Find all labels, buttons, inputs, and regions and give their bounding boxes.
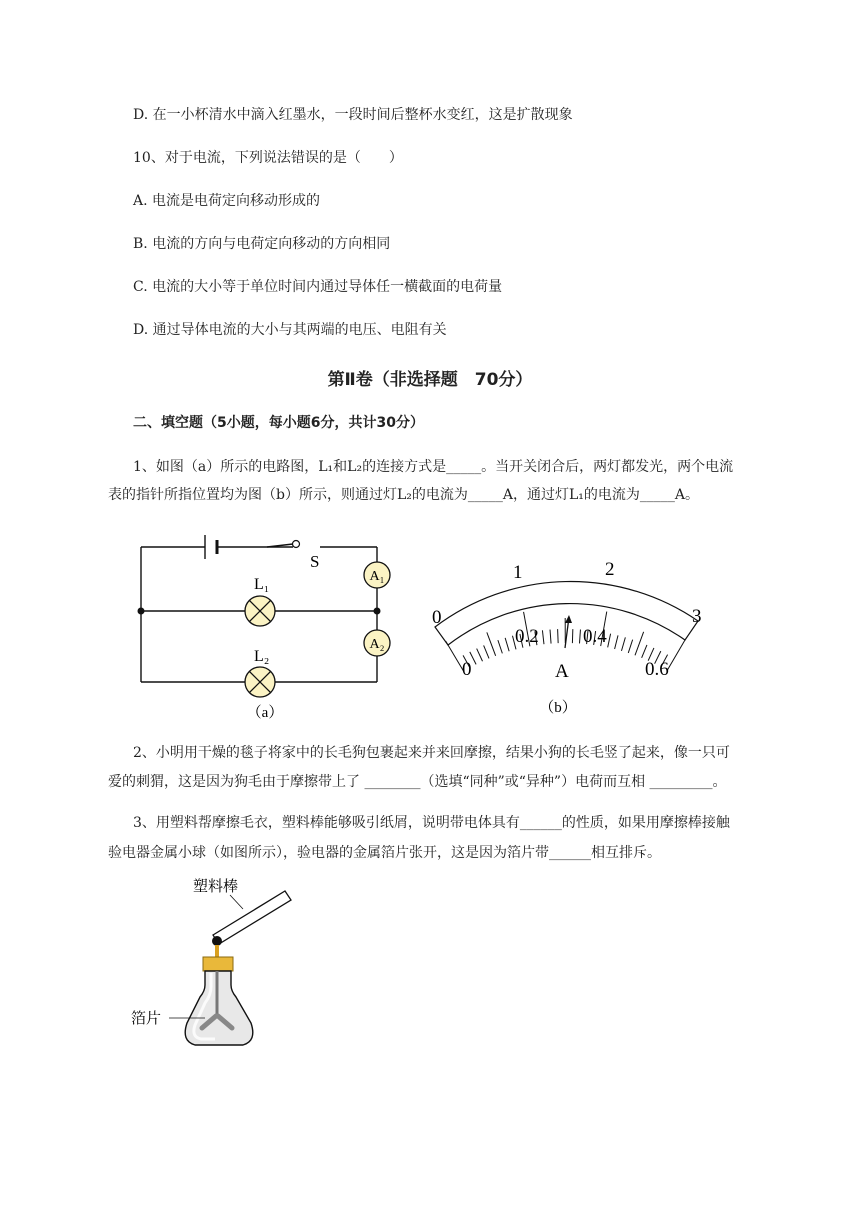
outer-scale-2: 2: [605, 559, 615, 580]
q2-line2: 爱的刺猬，这是因为狗毛由于摩擦带上了 ________（选填“同种”或“异种”）电荷而互相 _________。: [108, 774, 727, 790]
q1-line2: 表的指针所指位置均为图（b）所示，则通过灯L₂的电流为_____A，通过灯L₁的电流为_____A。: [108, 487, 699, 503]
dial-tick: [484, 645, 489, 658]
ammeter-a1-label: A₁: [369, 569, 385, 584]
dial-tick: [477, 649, 483, 662]
rod-label-leader: [230, 895, 243, 909]
inner-scale-0: 0: [462, 659, 472, 680]
dial-tick: [446, 641, 464, 671]
switch-label: S: [310, 552, 320, 571]
q3-line1: 3、用塑料帮摩擦毛衣，塑料棒能够吸引纸屑，说明带电体具有______的性质，如果用摩擦棒接触: [133, 815, 730, 831]
dial-tick: [487, 632, 496, 655]
dial-tick: [621, 637, 625, 650]
section-title: 第Ⅱ卷（非选择题 70分）: [327, 370, 533, 390]
plastic-rod-icon: [213, 891, 291, 944]
q10-stem: 10、对于电流，下列说法错误的是（ ）: [133, 150, 403, 166]
stopper-icon: [203, 957, 233, 971]
figure-a-caption: （a）: [246, 705, 284, 721]
dial-tick: [580, 629, 581, 643]
dial-tick: [542, 630, 544, 644]
inner-scale-2: 0.4: [583, 626, 607, 647]
pointer-label: A: [555, 661, 569, 682]
dial-tick: [558, 629, 559, 643]
ammeter-dial: [415, 545, 720, 720]
lamp-l2-icon: [245, 667, 275, 697]
dial-tick: [498, 640, 502, 653]
dial-tick: [615, 635, 618, 649]
dial-tick: [608, 634, 611, 648]
q9-option-d: D. 在一小杯清水中滴入红墨水，一段时间后整杯水变红，这是扩散现象: [133, 107, 573, 123]
q2-line1: 2、小明用干燥的毯子将家中的长毛狗包裹起来并来回摩擦，结果小狗的长毛竖了起来，像一只可: [133, 745, 730, 761]
dial-tick: [667, 640, 685, 670]
battery-icon: [205, 535, 217, 559]
dial-tick: [550, 630, 551, 644]
junction-dot: [374, 608, 381, 615]
dial-pointer-icon: [565, 615, 572, 648]
foil-label: 箔片: [131, 1011, 162, 1027]
circuit-diagram: [125, 525, 405, 725]
outer-scale-3: 3: [692, 606, 702, 627]
lamp-l1-icon: [245, 596, 275, 626]
ammeter-a2-label: A₂: [369, 637, 385, 652]
q10-option-a: A. 电流是电荷定向移动形成的: [133, 193, 321, 209]
lamp-l2-label: L₂: [254, 648, 270, 665]
outer-scale-0: 0: [432, 607, 442, 628]
q3-line2: 验电器金属小球（如图所示），验电器的金属箔片张开，这是因为箔片带______相互排斥。: [108, 845, 661, 861]
inner-scale-3: 0.6: [645, 659, 669, 680]
q10-option-c: C. 电流的大小等于单位时间内通过导体任一横截面的电荷量: [133, 279, 503, 295]
metal-ball-icon: [212, 936, 222, 946]
dial-tick: [505, 638, 509, 651]
junction-dot: [138, 608, 145, 615]
electroscope-figure: [125, 873, 325, 1053]
lamp-l1-label: L₁: [254, 576, 270, 593]
inner-scale-1: 0.2: [515, 626, 539, 647]
figure-b-caption: （b）: [539, 700, 577, 716]
dial-tick: [635, 632, 644, 655]
q1-line1: 1、如图（a）所示的电路图，L₁和L₂的连接方式是_____。当开关闭合后，两灯都发光，两个电流: [133, 459, 734, 475]
fill-blank-subheading: 二、填空题（5小题，每小题6分，共计30分）: [133, 415, 424, 431]
q10-option-d: D. 通过导体电流的大小与其两端的电压、电阻有关: [133, 322, 447, 338]
outer-scale-1: 1: [513, 562, 523, 583]
dial-tick: [628, 640, 632, 653]
rod-label: 塑料棒: [193, 879, 239, 895]
dial-tick: [642, 645, 647, 658]
q10-option-b: B. 电流的方向与电荷定向移动的方向相同: [133, 236, 391, 252]
